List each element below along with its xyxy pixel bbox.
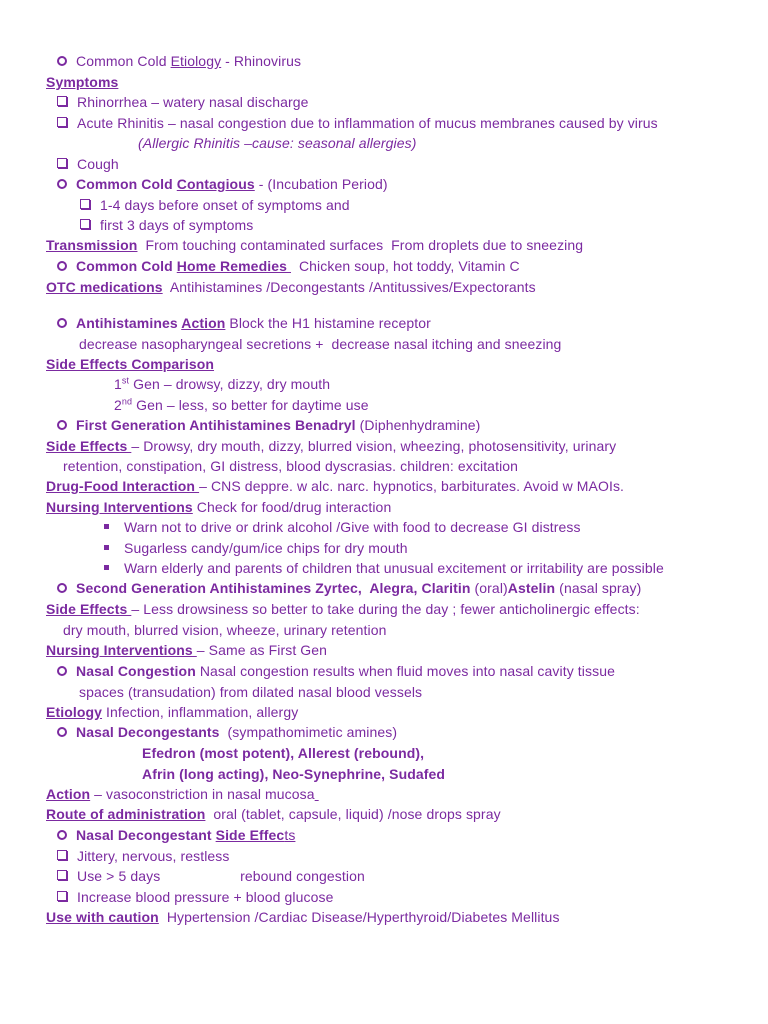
checkbox-bullet-icon bbox=[80, 219, 91, 230]
note-line bbox=[63, 620, 386, 640]
circle-bullet-icon bbox=[57, 666, 67, 676]
note-text: From touching contaminated surfaces From droplets due to sneezing bbox=[137, 237, 584, 253]
section-heading: Route of administration bbox=[46, 806, 206, 822]
note-line bbox=[57, 256, 520, 276]
note-text: Nasal congestion results when fluid moves into nasal cavity tissue bbox=[195, 663, 615, 679]
circle-bullet-icon bbox=[57, 318, 67, 328]
note-line bbox=[57, 661, 615, 681]
note-text: (sympathomimetic amines) bbox=[219, 724, 398, 740]
square-bullet-icon bbox=[104, 524, 110, 530]
note-line bbox=[57, 51, 301, 71]
note-line bbox=[57, 846, 230, 866]
section-heading: Symptoms bbox=[46, 74, 119, 90]
circle-bullet-icon bbox=[57, 420, 67, 430]
note-line bbox=[114, 395, 369, 415]
checkbox-bullet-icon bbox=[80, 199, 91, 210]
circle-bullet-icon bbox=[57, 583, 67, 593]
checkbox-bullet-icon bbox=[57, 96, 68, 107]
note-line bbox=[46, 640, 327, 660]
square-bullet-icon bbox=[104, 545, 110, 551]
note-line bbox=[114, 374, 330, 394]
section-heading: Nursing Interventions bbox=[46, 642, 197, 658]
note-text: oral (tablet, capsule, liquid) /nose drops spray bbox=[205, 806, 501, 822]
note-text: (oral) bbox=[470, 580, 508, 596]
note-line bbox=[46, 235, 583, 255]
note-line bbox=[46, 907, 560, 927]
note-line bbox=[104, 538, 408, 558]
note-line bbox=[46, 702, 298, 722]
checkbox-bullet-icon bbox=[57, 850, 68, 861]
note-text: dry mouth, blurred vision, wheeze, urinary retention bbox=[63, 622, 387, 638]
circle-bullet-icon bbox=[57, 261, 67, 271]
note-text: Nasal Decongestant bbox=[76, 827, 216, 843]
note-text: – Same as First Gen bbox=[196, 642, 328, 658]
checkbox-bullet-icon bbox=[57, 891, 68, 902]
note-line bbox=[79, 682, 422, 702]
note-text: Use > 5 days rebound congestion bbox=[77, 868, 365, 884]
note-line bbox=[46, 476, 624, 496]
note-text: Check for food/drug interaction bbox=[192, 499, 392, 515]
section-heading: Drug-Food Interaction bbox=[46, 478, 200, 494]
note-text: spaces (transudation) from dilated nasal blood vessels bbox=[79, 684, 423, 700]
note-text: 2 bbox=[114, 397, 122, 413]
section-heading: Side Effects bbox=[46, 438, 132, 454]
note-line bbox=[57, 825, 295, 845]
note-text: Gen – less, so better for daytime use bbox=[132, 397, 369, 413]
note-line bbox=[57, 415, 480, 435]
section-heading: Nursing Interventions bbox=[46, 499, 193, 515]
note-line bbox=[104, 558, 664, 578]
note-text: Antihistamines /Decongestants /Antitussives/Expectorants bbox=[162, 279, 536, 295]
note-text: Increase blood pressure + blood glucose bbox=[77, 889, 334, 905]
section-heading: Action bbox=[46, 786, 91, 802]
note-line bbox=[80, 195, 350, 215]
note-text: Acute Rhinitis – nasal congestion due to inflammation of mucus membranes caused by virus bbox=[77, 115, 658, 131]
note-text: Antihistamines bbox=[76, 315, 182, 331]
note-text: Hypertension /Cardiac Disease/Hyperthyroid/Diabetes Mellitus bbox=[158, 909, 560, 925]
note-text: First Generation Antihistamines Benadryl bbox=[76, 417, 356, 433]
note-text: Common Cold bbox=[76, 176, 177, 192]
note-text: first 3 days of symptoms bbox=[100, 217, 254, 233]
note-text: Astelin bbox=[507, 580, 556, 596]
note-text: Chicken soup, hot toddy, Vitamin C bbox=[290, 258, 520, 274]
checkbox-bullet-icon bbox=[57, 158, 68, 169]
note-text: Efedron (most potent), Allerest (rebound), bbox=[142, 745, 425, 761]
note-line bbox=[63, 456, 518, 476]
note-text: Etiology bbox=[170, 53, 222, 69]
note-line bbox=[46, 599, 640, 619]
note-line bbox=[46, 354, 214, 374]
circle-bullet-icon bbox=[57, 727, 67, 737]
note-line bbox=[80, 215, 253, 235]
circle-bullet-icon bbox=[57, 179, 67, 189]
note-line bbox=[142, 764, 445, 784]
note-text: retention, constipation, GI distress, blood dyscrasias. children: excitation bbox=[63, 458, 519, 474]
note-text: - (Incubation Period) bbox=[254, 176, 388, 192]
note-line bbox=[104, 517, 581, 537]
note-text: ts bbox=[284, 827, 296, 843]
section-heading: Side Effec bbox=[215, 827, 285, 843]
note-line bbox=[57, 866, 365, 886]
note-line bbox=[57, 174, 388, 194]
note-text: – CNS deppre. w alc. narc. hypnotics, barbiturates. Avoid w MAOIs. bbox=[199, 478, 625, 494]
note-text: 1-4 days before onset of symptoms and bbox=[100, 197, 350, 213]
note-text: Warn not to drive or drink alcohol /Give with food to decrease GI distress bbox=[124, 519, 581, 535]
note-text: - Rhinovirus bbox=[221, 53, 302, 69]
section-heading: Home Remedies bbox=[176, 258, 291, 274]
note-text: Afrin (long acting), Neo-Synephrine, Sudafed bbox=[142, 766, 446, 782]
note-line bbox=[46, 277, 536, 297]
note-text: (Diphenhydramine) bbox=[355, 417, 481, 433]
note-text: (nasal spray) bbox=[555, 580, 642, 596]
note-text: (Allergic Rhinitis –cause: seasonal allergies) bbox=[138, 135, 417, 151]
note-text: nd bbox=[121, 396, 133, 407]
note-line bbox=[79, 334, 561, 354]
note-line bbox=[57, 887, 333, 907]
note-text: Second Generation Antihistamines Zyrtec, Alegra, Claritin bbox=[76, 580, 471, 596]
note-text: decrease nasopharyngeal secretions + decrease nasal itching and sneezing bbox=[79, 336, 562, 352]
circle-bullet-icon bbox=[57, 830, 67, 840]
note-line bbox=[57, 92, 309, 112]
note-line bbox=[46, 784, 319, 804]
note-text: st bbox=[121, 375, 130, 386]
note-text: Rhinorrhea – watery nasal discharge bbox=[77, 94, 309, 110]
note-line bbox=[57, 722, 397, 742]
note-text: Infection, inflammation, allergy bbox=[102, 704, 299, 720]
square-bullet-icon bbox=[104, 565, 110, 571]
circle-bullet-icon bbox=[57, 56, 67, 66]
section-heading: Side Effects Comparison bbox=[46, 356, 215, 372]
note-text: Gen – drowsy, dizzy, dry mouth bbox=[129, 376, 331, 392]
note-line bbox=[46, 436, 616, 456]
note-text: Common Cold bbox=[76, 258, 177, 274]
note-line bbox=[57, 113, 658, 133]
note-line bbox=[57, 313, 431, 333]
section-heading: Contagious bbox=[176, 176, 255, 192]
section-heading: Etiology bbox=[46, 704, 103, 720]
note-text: Nasal Decongestants bbox=[76, 724, 220, 740]
note-line bbox=[46, 72, 118, 92]
note-line bbox=[142, 743, 424, 763]
note-line bbox=[57, 154, 119, 174]
checkbox-bullet-icon bbox=[57, 117, 68, 128]
note-text: Common Cold bbox=[76, 53, 171, 69]
section-heading: Side Effects bbox=[46, 601, 132, 617]
note-line bbox=[138, 133, 417, 153]
section-heading: Use with caution bbox=[46, 909, 159, 925]
section-heading: Action bbox=[181, 315, 226, 331]
section-heading: OTC medications bbox=[46, 279, 163, 295]
note-text: Sugarless candy/gum/ice chips for dry mouth bbox=[124, 540, 408, 556]
note-line bbox=[46, 804, 501, 824]
note-line bbox=[46, 497, 391, 517]
note-text: – vasoconstriction in nasal mucosa bbox=[90, 786, 315, 802]
note-text: – Less drowsiness so better to take during the day ; fewer anticholinergic effects: bbox=[131, 601, 640, 617]
note-text: 1 bbox=[114, 376, 122, 392]
note-text: Cough bbox=[77, 156, 119, 172]
note-text: Nasal Congestion bbox=[76, 663, 196, 679]
section-heading: Transmission bbox=[46, 237, 138, 253]
note-text: Jittery, nervous, restless bbox=[77, 848, 230, 864]
note-text bbox=[315, 786, 319, 802]
note-text: Block the H1 histamine receptor bbox=[225, 315, 431, 331]
note-line bbox=[57, 578, 641, 598]
checkbox-bullet-icon bbox=[57, 870, 68, 881]
note-text: – Drowsy, dry mouth, dizzy, blurred vision, wheezing, photosensitivity, urinary bbox=[131, 438, 617, 454]
note-text: Warn elderly and parents of children that unusual excitement or irritability are possible bbox=[124, 560, 664, 576]
